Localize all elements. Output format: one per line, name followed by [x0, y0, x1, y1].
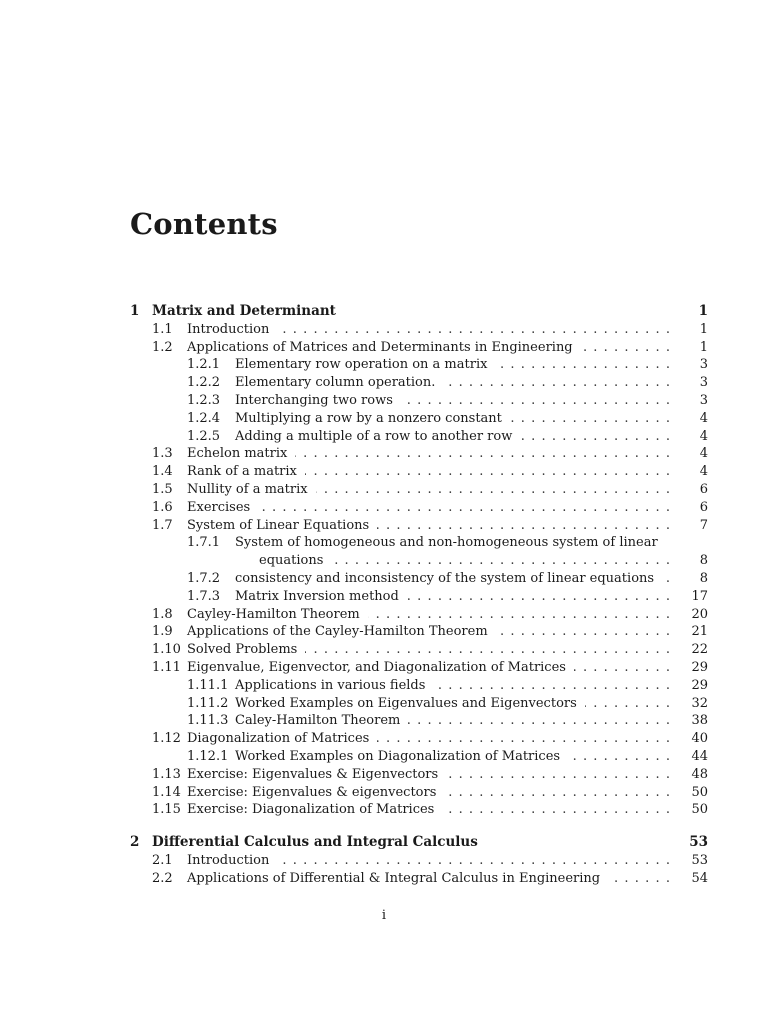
dot-leader: [520, 428, 670, 446]
toc-entry-title: Exercise: Eigenvalues & Eigenvectors: [187, 766, 439, 782]
toc-entry-page: 6: [699, 481, 708, 497]
toc-entry-title: equations: [259, 553, 324, 569]
toc-entry[interactable]: [130, 695, 708, 713]
toc-entry[interactable]: [130, 374, 708, 392]
toc-entry[interactable]: [130, 445, 708, 463]
toc-entry[interactable]: [130, 641, 708, 659]
toc-entry-number: 2: [130, 834, 140, 851]
dot-leader: [443, 374, 670, 392]
toc-entry[interactable]: [130, 463, 708, 481]
dot-leader: [662, 570, 670, 588]
dot-leader: [295, 445, 670, 463]
toc-entry[interactable]: [130, 784, 708, 802]
toc-entry-page: 4: [699, 464, 708, 480]
toc-entry[interactable]: [130, 339, 708, 357]
toc-entry[interactable]: [130, 870, 708, 888]
toc-entry-page: 4: [699, 446, 708, 462]
toc-entry-page: 44: [691, 748, 708, 764]
toc-entry-page: 22: [691, 642, 708, 658]
toc-entry-title: Echelon matrix: [187, 446, 288, 462]
toc-entry-number: 1.11.3: [187, 713, 229, 729]
toc-entry[interactable]: [130, 552, 708, 570]
toc-entry-title: Diagonalization of Matrices: [187, 731, 370, 747]
toc-entry-page: 17: [691, 588, 708, 604]
toc-entry-number: 1.11: [152, 659, 181, 675]
toc-entry-page: 3: [699, 357, 708, 373]
toc-entry[interactable]: [130, 712, 708, 730]
toc-entry[interactable]: [130, 499, 708, 517]
toc-entry[interactable]: [130, 321, 708, 339]
toc-entry[interactable]: [130, 677, 708, 695]
toc-entry-number: 1.9: [152, 624, 173, 640]
toc-chapter-entry[interactable]: [130, 303, 708, 321]
toc-entry-title: Multiplying a row by a nonzero constant: [235, 410, 502, 426]
toc-entry-page: 20: [691, 606, 708, 622]
toc-entry-page: 7: [699, 517, 708, 533]
dot-leader: [442, 801, 670, 819]
toc-entry[interactable]: [130, 392, 708, 410]
toc-entry[interactable]: [130, 606, 708, 624]
toc-entry-title: Applications of Matrices and Determinants in Engineering: [187, 339, 573, 355]
toc-entry-title: Worked Examples on Diagonalization of Matrices: [235, 748, 561, 764]
dot-leader: [305, 463, 670, 481]
toc-chapter-entry[interactable]: [130, 834, 708, 852]
page-number: i: [381, 908, 387, 923]
toc-entry-page: 1: [699, 339, 708, 355]
toc-entry-number: 2.1: [152, 852, 173, 868]
toc-entry-number: 1.8: [152, 606, 173, 622]
toc-entry-title: Cayley-Hamilton Theorem: [187, 606, 360, 622]
toc-entry-number: 1.7.1: [187, 535, 221, 551]
toc-entry-title: Caley-Hamilton Theorem: [235, 713, 401, 729]
dot-leader: [408, 712, 670, 730]
toc-entry-number: 1.13: [152, 766, 181, 782]
toc-entry-number: 1.10: [152, 642, 181, 658]
toc-entry-title: Matrix Inversion method: [235, 588, 399, 604]
toc-entry-page: 4: [699, 410, 708, 426]
toc-entry[interactable]: [130, 730, 708, 748]
toc-entry-page: 53: [689, 834, 708, 851]
dot-leader: [574, 659, 670, 677]
toc-entry-number: 2.2: [152, 870, 173, 886]
toc-entry-title: Applications of Differential & Integral Calculus in Engineering: [187, 870, 601, 886]
toc-entry-page: 54: [691, 870, 708, 886]
toc-entry[interactable]: [130, 410, 708, 428]
toc-entry-number: 1.14: [152, 784, 181, 800]
toc-entry[interactable]: [130, 588, 708, 606]
toc-entry-title: Differential Calculus and Integral Calculus: [152, 834, 478, 851]
toc-entry-number: 1.2.3: [187, 392, 221, 408]
dot-leader: [377, 517, 670, 535]
toc-entry-number: 1.7: [152, 517, 173, 533]
toc-entry-page: 50: [691, 784, 708, 800]
toc-entry[interactable]: [130, 766, 708, 784]
toc-entry-number: 1.7.3: [187, 588, 221, 604]
toc-entry-page: 29: [691, 677, 708, 693]
toc-entry-title: Worked Examples on Eigenvalues and Eigenvectors: [235, 695, 577, 711]
toc-entry-page: 32: [691, 695, 708, 711]
toc-entry-title: Applications of the Cayley-Hamilton Theorem: [187, 624, 488, 640]
toc-entry-page: 3: [699, 392, 708, 408]
dot-leader: [258, 499, 670, 517]
toc-entry[interactable]: [130, 748, 708, 766]
toc-entry[interactable]: [130, 356, 708, 374]
dot-leader: [377, 730, 670, 748]
dot-leader: [568, 748, 670, 766]
toc-entry-title: System of homogeneous and non-homogeneous system of linear: [235, 535, 658, 551]
toc-entry-title: Nullity of a matrix: [187, 481, 308, 497]
dot-leader: [316, 481, 670, 499]
page-title: Contents: [130, 207, 278, 241]
toc-entry-page: 53: [691, 852, 708, 868]
toc-entry-title: Exercise: Diagonalization of Matrices: [187, 802, 435, 818]
toc-entry-title: Elementary column operation.: [235, 375, 436, 391]
toc-entry-page: 3: [699, 375, 708, 391]
toc-entry-number: 1.2.2: [187, 375, 221, 391]
toc-entry-number: 1.5: [152, 481, 173, 497]
dot-leader: [510, 410, 670, 428]
dot-leader: [496, 623, 670, 641]
toc-entry-number: 1.2: [152, 339, 173, 355]
toc-entry-number: 1.2.5: [187, 428, 221, 444]
dot-leader: [407, 588, 670, 606]
toc-entry-title: Elementary row operation on a matrix: [235, 357, 488, 373]
dot-leader: [331, 552, 670, 570]
toc-entry[interactable]: [130, 623, 708, 641]
toc-entry-title: Exercise: Eigenvalues & eigenvectors: [187, 784, 437, 800]
toc-entry-title: Introduction: [187, 321, 270, 337]
dot-leader: [608, 870, 670, 888]
toc-entry[interactable]: [130, 481, 708, 499]
toc-entry[interactable]: [130, 534, 708, 552]
toc-entry-title: Rank of a matrix: [187, 464, 297, 480]
toc-entry-page: 40: [691, 731, 708, 747]
toc-entry-page: 1: [698, 303, 708, 319]
dot-leader: [585, 695, 670, 713]
dot-leader: [277, 321, 670, 339]
toc-entry-page: 38: [691, 713, 708, 729]
toc-entry-title: Exercises: [187, 499, 251, 515]
toc-entry-page: 4: [699, 428, 708, 444]
dot-leader: [368, 606, 670, 624]
toc-entry-title: consistency and inconsistency of the system of linear equations: [235, 570, 655, 586]
toc-entry-page: 29: [691, 659, 708, 675]
toc-entry-title: Interchanging two rows: [235, 392, 393, 408]
toc-entry-title: Applications in various fields: [235, 677, 426, 693]
toc-entry-page: 6: [699, 499, 708, 515]
toc-entry-number: 1.4: [152, 464, 173, 480]
toc-entry-page: 8: [699, 570, 708, 586]
toc-entry-number: 1: [130, 303, 140, 319]
table-of-contents: [130, 303, 708, 888]
toc-entry-number: 1.11.2: [187, 695, 229, 711]
toc-entry-number: 1.2.4: [187, 410, 221, 426]
dot-leader: [401, 392, 670, 410]
toc-entry[interactable]: [130, 852, 708, 870]
toc-entry[interactable]: [130, 517, 708, 535]
toc-entry-title: Introduction: [187, 852, 270, 868]
toc-entry-page: 48: [691, 766, 708, 782]
dot-leader: [433, 677, 670, 695]
toc-entry[interactable]: [130, 659, 708, 677]
toc-entry-number: 1.11.1: [187, 677, 229, 693]
toc-entry-page: 21: [691, 624, 708, 640]
toc-entry-page: 50: [691, 802, 708, 818]
toc-entry-number: 1.1: [152, 321, 173, 337]
toc-entry-number: 1.15: [152, 802, 181, 818]
toc-entry[interactable]: [130, 801, 708, 819]
toc-entry-number: 1.6: [152, 499, 173, 515]
toc-entry-number: 1.3: [152, 446, 173, 462]
dot-leader: [581, 339, 670, 357]
toc-entry-page: 8: [699, 553, 708, 569]
toc-entry[interactable]: [130, 428, 708, 446]
dot-leader: [446, 766, 670, 784]
toc-entry-title: System of Linear Equations: [187, 517, 370, 533]
toc-entry-title: Eigenvalue, Eigenvector, and Diagonalization of Matrices: [187, 659, 566, 675]
toc-entry-number: 1.7.2: [187, 570, 221, 586]
toc-entry-number: 1.2.1: [187, 357, 221, 373]
toc-entry[interactable]: [130, 570, 708, 588]
toc-entry-title: Adding a multiple of a row to another row: [235, 428, 513, 444]
toc-entry-number: 1.12: [152, 731, 181, 747]
toc-entry-title: Solved Problems: [187, 642, 298, 658]
toc-entry-title: Matrix and Determinant: [152, 303, 336, 319]
toc-entry-number: 1.12.1: [187, 748, 229, 764]
dot-leader: [305, 641, 670, 659]
dot-leader: [444, 784, 670, 802]
dot-leader: [495, 356, 670, 374]
toc-entry-page: 1: [699, 321, 708, 337]
dot-leader: [277, 852, 670, 870]
